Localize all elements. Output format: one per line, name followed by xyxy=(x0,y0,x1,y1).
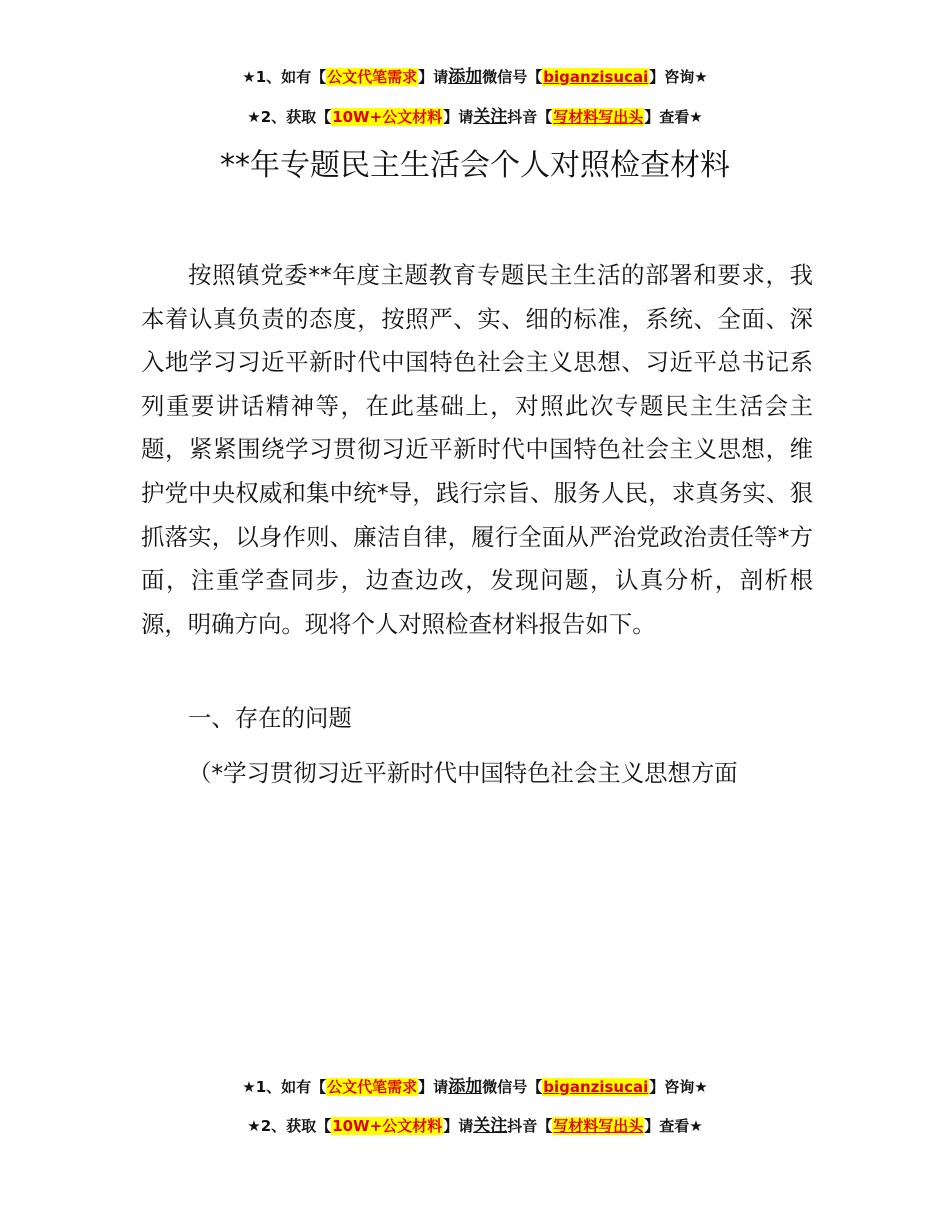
header-line2-suffix: 】查看★ xyxy=(644,108,703,126)
footer-line2-prefix: ★2、获取【 xyxy=(247,1117,332,1135)
header-line1-emphasis: 添加 xyxy=(448,67,483,87)
footer-line2-middle-2: 抖音【 xyxy=(507,1117,553,1135)
footer-promo-line-1 xyxy=(0,1076,950,1098)
footer-line1-emphasis: 添加 xyxy=(448,1077,483,1097)
footer-promo-line-2 xyxy=(0,1115,950,1137)
header-line2-highlight-materials: 10W+公文材料 xyxy=(332,108,443,126)
footer-line2-emphasis: 关注 xyxy=(473,1116,508,1136)
header-line2-middle: 】请 xyxy=(443,108,474,126)
header-promo-line-2 xyxy=(0,106,950,128)
header-line2-emphasis: 关注 xyxy=(473,107,508,127)
header-line1-highlight-service: 公文代笔需求 xyxy=(327,68,418,86)
header-line1-suffix: 】咨询★ xyxy=(649,68,708,86)
intro-paragraph: 按照镇党委**年度主题教育专题民主生活的部署和要求，我本着认真负责的态度，按照严、实、细的标准，系统、全面、深入地学习习近平新时代中国特色社会主义思想、习近平总书记系列重要讲话精神等，在此基础上，对照此次专题民主生活会主题，紧紧围绕学习贯彻习近平新时代中国特色社会主义思想，维护党中央权威和集中统*导，践行宗旨、服务人民，求真务实、狠抓落实，以身作则、廉洁自律，履行全面从严治党政治责任等*方面，注重学查同步，边查边改，发现问题，认真分析，剖析根源，明确方向。现将个人对照检查材料报告如下。 xyxy=(141,261,813,638)
footer-line2-highlight-materials: 10W+公文材料 xyxy=(332,1117,443,1135)
header-line1-middle: 】请 xyxy=(418,68,449,86)
subsection-heading: （*学习贯彻习近平新时代中国特色社会主义思想方面 xyxy=(188,759,738,787)
header-wechat-id-link[interactable]: biganzisucai xyxy=(543,68,649,86)
header-line2-prefix: ★2、获取【 xyxy=(247,108,332,126)
footer-line1-middle: 】请 xyxy=(418,1078,449,1096)
header-promo-line-1 xyxy=(0,66,950,88)
header-line1-middle-2: 微信号【 xyxy=(482,68,543,86)
footer-line1-highlight-service: 公文代笔需求 xyxy=(327,1078,418,1096)
header-douyin-account-link[interactable]: 写材料写出头 xyxy=(553,108,644,126)
footer-douyin-account-link[interactable]: 写材料写出头 xyxy=(553,1117,644,1135)
section-heading: 一、存在的问题 xyxy=(188,704,352,732)
footer-line2-middle: 】请 xyxy=(443,1117,474,1135)
header-line2-middle-2: 抖音【 xyxy=(507,108,553,126)
footer-line2-suffix: 】查看★ xyxy=(644,1117,703,1135)
footer-line1-prefix: ★1、如有【 xyxy=(242,1078,327,1096)
footer-wechat-id-link[interactable]: biganzisucai xyxy=(543,1078,649,1096)
header-line1-prefix: ★1、如有【 xyxy=(242,68,327,86)
document-title: **年专题民主生活会个人对照检查材料 xyxy=(220,148,730,183)
footer-line1-suffix: 】咨询★ xyxy=(649,1078,708,1096)
footer-line1-middle-2: 微信号【 xyxy=(482,1078,543,1096)
